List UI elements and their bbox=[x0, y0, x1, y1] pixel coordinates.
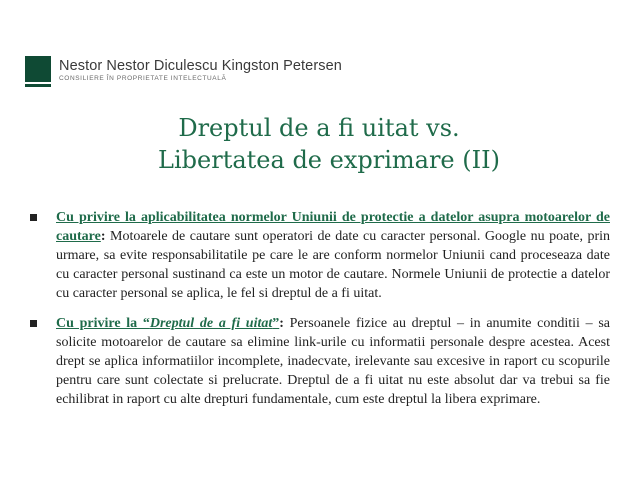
bullet-lead-emphasis: Dreptul de a fi uitat bbox=[149, 316, 273, 331]
bullet-lead: Cu privire la “ bbox=[56, 316, 150, 331]
logo-mark-icon bbox=[25, 56, 51, 94]
firm-subtitle: CONSILIERE ÎN PROPRIETATE INTELECTUALĂ bbox=[59, 75, 227, 82]
firm-name: Nestor Nestor Diculescu Kingston Petersen bbox=[59, 58, 342, 74]
bullet-list bbox=[30, 208, 610, 409]
title-line-2: Libertatea de exprimare (II) bbox=[158, 146, 500, 174]
bullet-lead: Cu privire la aplicabilitatea normelor Uniunii de protectie a datelor asupra motoarelor de cautare bbox=[56, 210, 610, 244]
bullet-body: Motoarele de cautare sunt operatori de date cu caracter personal. Google nu poate, prin urmare, sa evite responsabilitatile pe care le are conform normelor Uniunii cand proceseaza date cu caracter personal sustinand ca este un motor de cautare. Normele Uniunii de protectie a datelor cu caracter personal se aplica, le fel si dreptul de a fi uitat. bbox=[56, 229, 610, 301]
bullet-square-icon bbox=[30, 320, 37, 327]
slide-title bbox=[0, 112, 638, 176]
bullet-square-icon bbox=[30, 214, 37, 221]
bullet-lead-close-quote: ” bbox=[272, 316, 280, 331]
bullet-lead-colon: : bbox=[279, 316, 284, 331]
bullet-item-right-to-be-forgotten bbox=[30, 314, 610, 409]
bullet-body: Persoanele fizice au dreptul – in anumite conditii – sa solicite motoarelor de cautare sa elimine link-urile cu informatii personale despre acestea. Acest drept se aplica informatiilor incomplete, inadecvate, irelevante sau excesive in raport cu scopurile pentru care sunt colectate si prelucrate. Dreptul de a fi uitat nu este absolut dar va trebui sa fie echilibrat in raport cu alte drepturi fundamentale, cum este dreptul la libera exprimare. bbox=[56, 316, 610, 407]
title-line-1: Dreptul de a fi uitat vs. bbox=[178, 114, 460, 142]
bullet-lead-colon: : bbox=[100, 229, 106, 244]
logo-text bbox=[59, 58, 342, 82]
firm-logo bbox=[25, 56, 342, 94]
bullet-item-search-engines bbox=[30, 208, 610, 303]
